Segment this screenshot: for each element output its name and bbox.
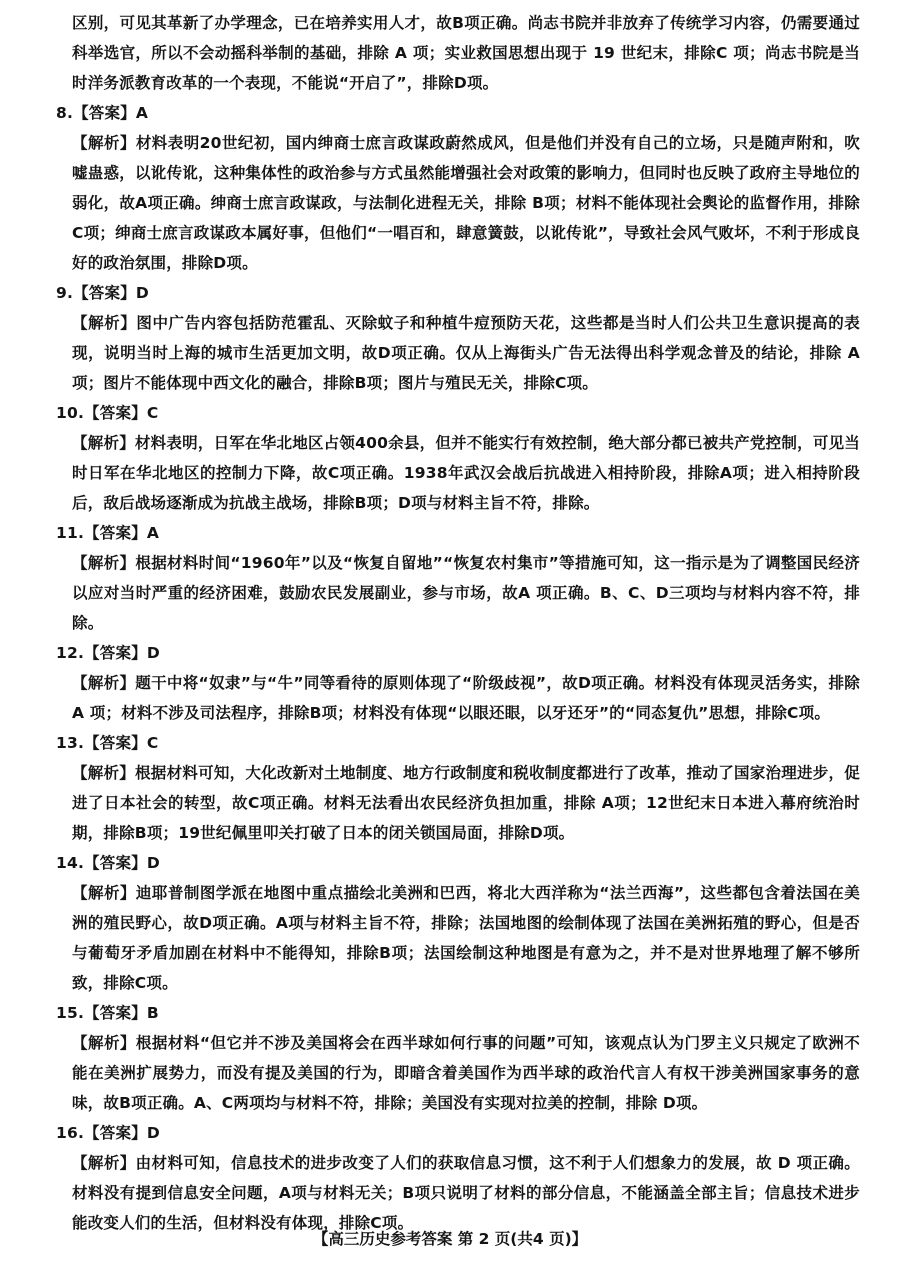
analysis-paragraph: 【解析】迪耶普制图学派在地图中重点描绘北美洲和巴西，将北大西洋称为“法兰西海”，这些都包含着法国在美洲的殖民野心，故D项正确。A项与材料主旨不符，排除；法国地图的绘制体现了法国在美洲拓殖的野心，但是否与葡萄牙矛盾加剧在材料中不能得知，排除B项；法国绘制这种地图是有意为之，并不是对世界地理了解不够所致，排除C项。 xyxy=(72,884,860,992)
answer-heading: 10.【答案】C xyxy=(56,404,159,422)
analysis-paragraph: 【解析】根据材料“但它并不涉及美国将会在西半球如何行事的问题”可知，该观点认为门罗主义只规定了欧洲不能在美洲扩展势力，而没有提及美国的行为，即暗含着美国作为西半球的政治代言人有权干涉美洲国家事务的意味，故B项正确。A、C两项均与材料不符，排除；美国没有实现对拉美的控制，排除 D项。 xyxy=(72,1034,860,1112)
analysis-paragraph: 【解析】由材料可知，信息技术的进步改变了人们的获取信息习惯，这不利于人们想象力的发展，故 D 项正确。材料没有提到信息安全问题，A项与材料无关；B项只说明了材料的部分信息，不能涵盖全部主旨；信息技术进步能改变人们的生活，但材料没有体现，排除C项。 xyxy=(72,1154,860,1232)
answer-heading: 11.【答案】A xyxy=(56,524,160,542)
analysis-paragraph: 【解析】根据材料时间“1960年”以及“恢复自留地”“恢复农村集市”等措施可知，这一指示是为了调整国民经济以应对当时严重的经济困难，鼓励农民发展副业，参与市场，故A 项正确。B、C、D三项均与材料内容不符，排除。 xyxy=(72,554,860,632)
answer-heading: 14.【答案】D xyxy=(56,854,160,872)
page-footer: 【高三历史参考答案 第 2 页(共4 页)】 xyxy=(312,1230,588,1248)
analysis-paragraph: 【解析】根据材料可知，大化改新对土地制度、地方行政制度和税收制度都进行了改革，推动了国家治理进步，促进了日本社会的转型，故C项正确。材料无法看出农民经济负担加重，排除 A项；12世纪末日本进入幕府统治时期，排除B项；19世纪佩里叩关打破了日本的闭关锁国局面，排除D项。 xyxy=(72,764,860,842)
answer-heading: 15.【答案】B xyxy=(56,1004,159,1022)
answer-heading: 8.【答案】A xyxy=(56,104,149,122)
answer-list xyxy=(48,98,860,1238)
analysis-paragraph: 【解析】图中广告内容包括防范霍乱、灭除蚊子和种植牛痘预防天花，这些都是当时人们公共卫生意识提高的表现，说明当时上海的城市生活更加文明，故D项正确。仅从上海街头广告无法得出科学观念普及的结论，排除 A项；图片不能体现中西文化的融合，排除B项；图片与殖民无关，排除C项。 xyxy=(72,314,860,392)
analysis-paragraph: 【解析】题干中将“奴隶”与“牛”同等看待的原则体现了“阶级歧视”，故D项正确。材料没有体现灵活务实，排除 A 项；材料不涉及司法程序，排除B项；材料没有体现“以眼还眼，以牙还牙”的“同态复仇”思想，排除C项。 xyxy=(72,674,860,722)
intro-paragraph: 区别，可见其革新了办学理念，已在培养实用人才，故B项正确。尚志书院并非放弃了传统学习内容，仍需要通过科举选官，所以不会动摇科举制的基础，排除 A 项；实业救国思想出现于 19 世纪末，排除C 项；尚志书院是当时洋务派教育改革的一个表现，不能说“开启了”，排除D项。 xyxy=(72,14,860,92)
answer-heading: 12.【答案】D xyxy=(56,644,160,662)
answer-heading: 16.【答案】D xyxy=(56,1124,160,1142)
analysis-paragraph: 【解析】材料表明20世纪初，国内绅商士庶言政谋政蔚然成风，但是他们并没有自己的立场，只是随声附和，吹嘘蛊惑，以讹传讹，这种集体性的政治参与方式虽然能增强社会对政策的影响力，但同时也反映了政府主导地位的弱化，故A项正确。绅商士庶言政谋政，与法制化进程无关，排除 B项；材料不能体现社会舆论的监督作用，排除C项；绅商士庶言政谋政本属好事，但他们“一唱百和，肆意簧鼓，以讹传讹”，导致社会风气败坏，不利于形成良好的政治氛围，排除D项。 xyxy=(72,134,860,272)
analysis-paragraph: 【解析】材料表明，日军在华北地区占领400余县，但并不能实行有效控制，绝大部分都已被共产党控制，可见当时日军在华北地区的控制力下降，故C项正确。1938年武汉会战后抗战进入相持阶段，排除A项；进入相持阶段后，敌后战场逐渐成为抗战主战场，排除B项；D项与材料主旨不符，排除。 xyxy=(72,434,860,512)
answer-heading: 13.【答案】C xyxy=(56,734,159,752)
answer-heading: 9.【答案】D xyxy=(56,284,149,302)
answer-page xyxy=(48,8,860,1238)
